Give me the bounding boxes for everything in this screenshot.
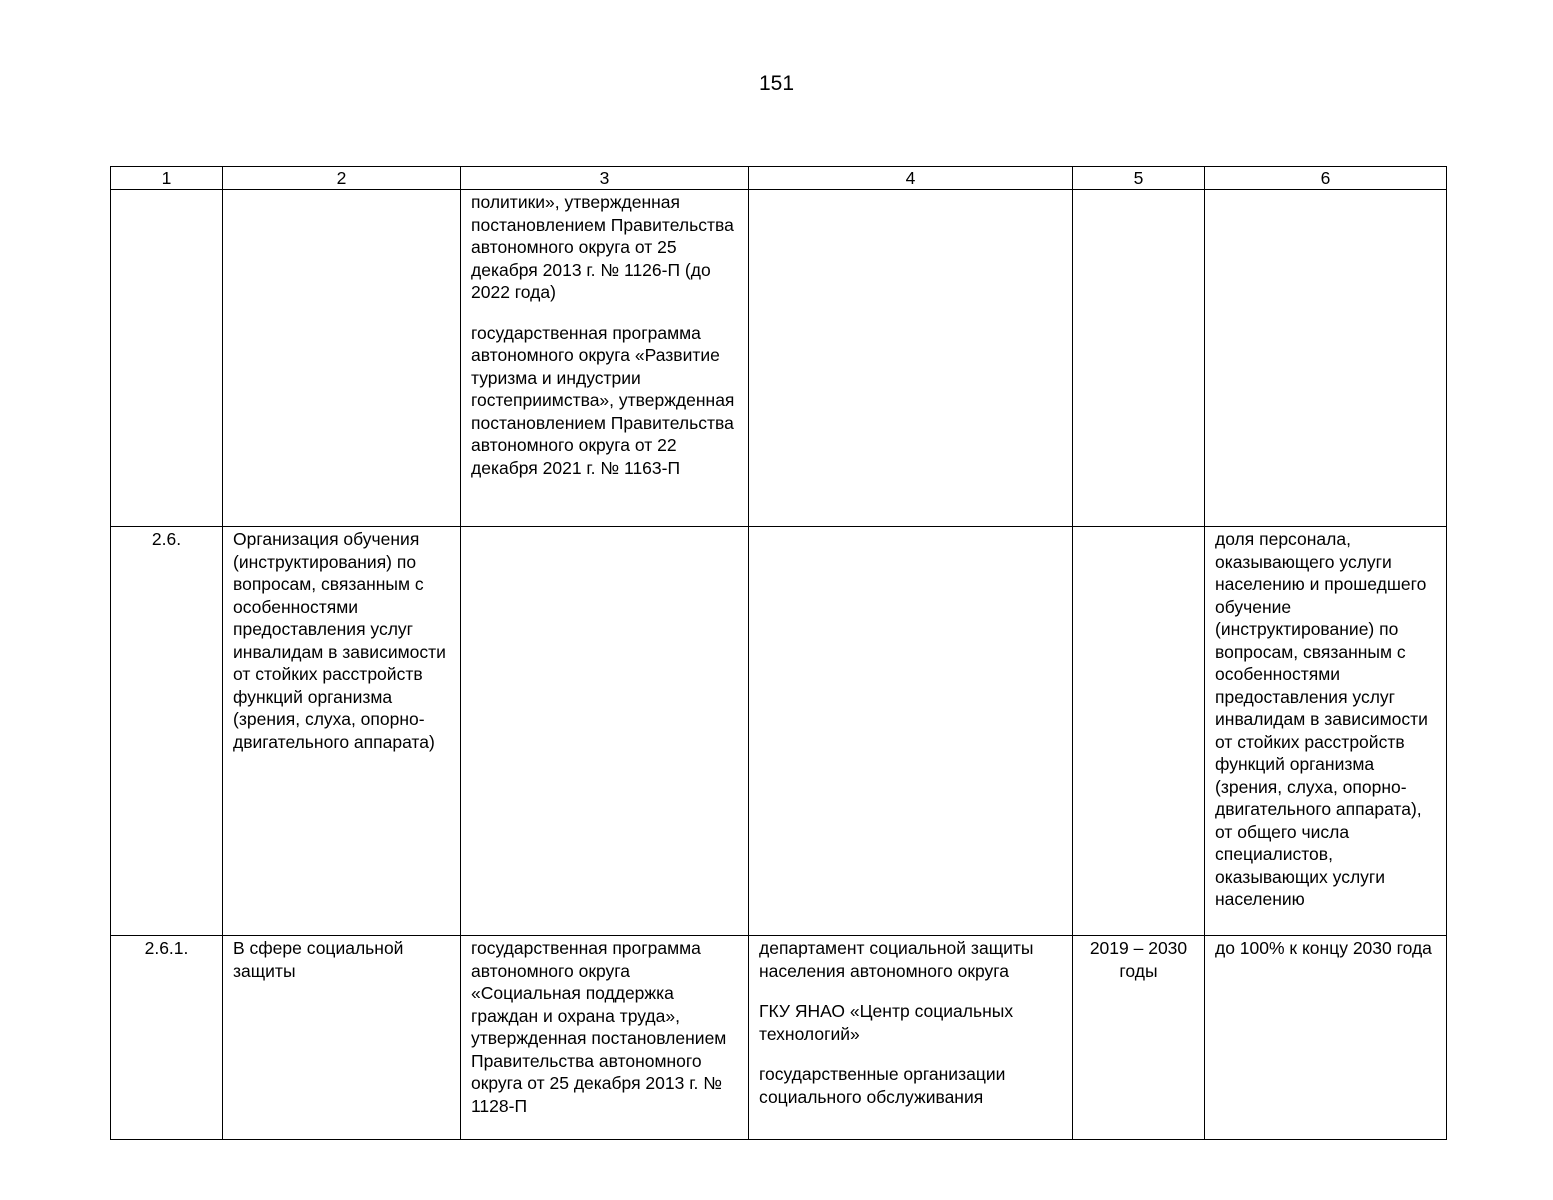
cell-measure: Организация обучения (инструктирования) по вопросам, связанным с особенностями предоставления услуг инвалидам в зависимости от стойких расстройств функций организма (зрения, слуха, опорно-двигательного аппарата) [223,527,461,936]
header-col-3: 3 [461,167,749,190]
cell-number [111,190,223,527]
table-row-continuation [111,190,1447,527]
header-col-6: 6 [1205,167,1447,190]
cell-executors [749,936,1073,1140]
table-row-2-6-1 [111,936,1447,1140]
cell-program: государственная программа автономного округа «Социальная поддержка граждан и охрана труда», утвержденная постановлением Правительства автономного округа от 25 декабря 2013 г. № 1128-П [461,936,749,1140]
executor-text: ГКУ ЯНАО «Центр социальных технологий» [759,1001,1014,1044]
program-text: государственная программа автономного округа «Развитие туризма и индустрии гостеприимства», утвержденная постановлением Правительства автономного округа от 22 декабря 2021 г. № 1163-П [471,322,735,478]
cell-period [1073,190,1205,527]
cell-program [461,527,749,936]
cell-result: доля персонала, оказывающего услуги населению и прошедшего обучение (инструктирование) по вопросам, связанным с особенностями предоставления услуг инвалидам в зависимости от стойких расстройств функций организма (зрения, слуха, опорно-двигательного аппарата), от общего числа специалистов, оказывающих услуги населению [1205,527,1447,936]
program-text: политики», утвержденная постановлением Правительства автономного округа от 25 декабря 2013 г. № 1126-П (до 2022 года) [471,192,734,302]
cell-measure: В сфере социальной защиты [223,936,461,1140]
header-col-5: 5 [1073,167,1205,190]
cell-result: до 100% к концу 2030 года [1205,936,1447,1140]
cell-number: 2.6.1. [111,936,223,1140]
cell-result [1205,190,1447,527]
executor-text: государственные организации социального обслуживания [759,1064,1006,1107]
cell-executors [749,527,1073,936]
page-number: 151 [758,72,795,95]
header-col-1: 1 [111,167,223,190]
cell-program [461,190,749,527]
header-col-4: 4 [749,167,1073,190]
measures-table [110,166,1447,1140]
header-col-2: 2 [223,167,461,190]
cell-period: 2019 – 2030 годы [1073,936,1205,1140]
cell-executors [749,190,1073,527]
executor-text: департамент социальной защиты населения автономного округа [759,938,1034,981]
cell-measure [223,190,461,527]
table-header-row [111,167,1447,190]
cell-number: 2.6. [111,527,223,936]
table-row-2-6 [111,527,1447,936]
cell-period [1073,527,1205,936]
